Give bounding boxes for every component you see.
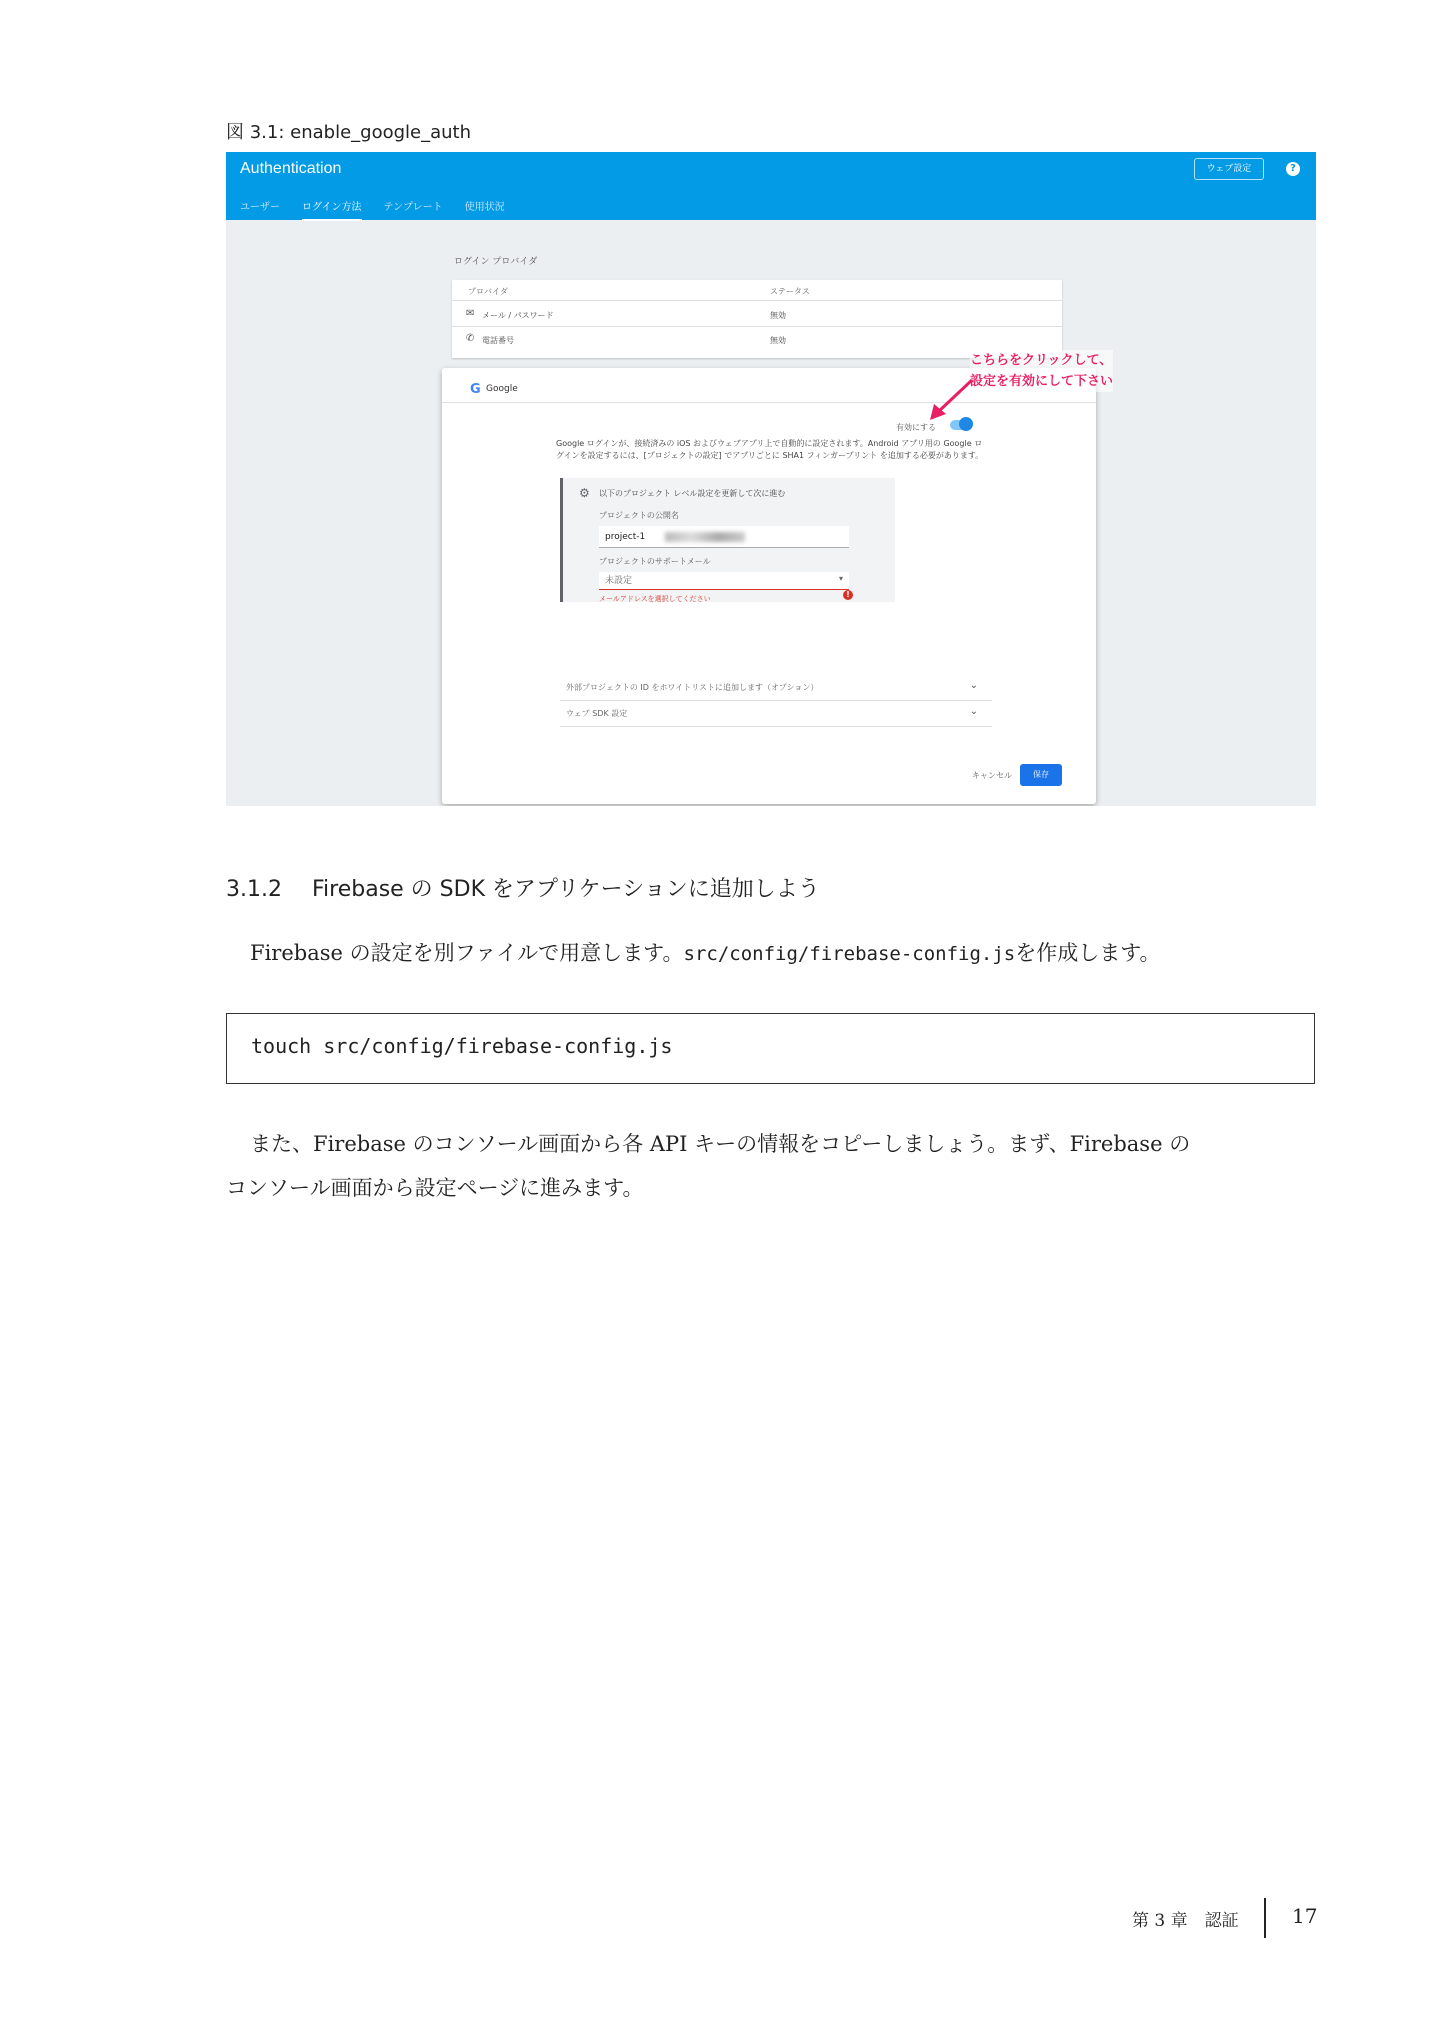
annotation-callout [970, 350, 1113, 392]
annotation-arrow-icon [926, 378, 976, 422]
section-heading [226, 872, 820, 903]
code-block [226, 1013, 1315, 1084]
chevron-down-icon[interactable]: ⌄ [969, 706, 978, 717]
provider-status: 無効 [770, 311, 786, 320]
cancel-button[interactable]: キャンセル [972, 771, 1012, 780]
mail-icon: ✉ [466, 308, 475, 319]
accordion-label: ウェブ SDK 設定 [566, 709, 628, 718]
paragraph [250, 937, 1330, 967]
tab-templates[interactable]: テンプレート [383, 202, 443, 213]
save-button[interactable]: 保存 [1020, 764, 1062, 786]
provider-status: 無効 [770, 336, 786, 345]
blurred-text [665, 532, 745, 542]
support-email-select[interactable]: 未設定 [599, 572, 849, 590]
chevron-down-icon[interactable]: ⌄ [969, 680, 978, 691]
providers-table [452, 280, 1062, 358]
code-text: touch src/config/firebase-config.js [251, 1034, 673, 1058]
tab-bar [240, 198, 505, 221]
providers-title: ログイン プロバイダ [454, 257, 538, 267]
email-error-text: メールアドレスを選択してください [599, 595, 711, 603]
panel-title: 以下のプロジェクト レベル設定を更新して次に進む [599, 489, 786, 498]
app-title: Authentication [240, 160, 342, 177]
support-email-label: プロジェクトのサポートメール [599, 557, 711, 566]
paragraph-line: また、Firebase のコンソール画面から各 API キーの情報をコピーしましょう。まず、Firebase の [250, 1132, 1191, 1156]
section-number: 3.1.2 [226, 877, 282, 902]
tab-sign-in-method[interactable]: ログイン方法 [302, 198, 362, 221]
accordion-whitelist[interactable] [560, 674, 992, 701]
provider-name[interactable]: 電話番号 [482, 336, 514, 345]
tab-users[interactable]: ユーザー [240, 202, 280, 213]
gear-icon: ⚙ [579, 486, 590, 500]
public-name-input[interactable]: project-1 [599, 526, 849, 548]
section-title: Firebase の SDK をアプリケーションに追加しよう [311, 877, 820, 902]
public-name-label: プロジェクトの公開名 [599, 511, 679, 520]
project-settings-panel [560, 478, 895, 602]
paragraph-text: Firebase の設定を別ファイルで用意します。 [250, 941, 684, 965]
web-settings-button[interactable]: ウェブ設定 [1194, 158, 1264, 180]
divider [442, 402, 1096, 403]
inline-code: src/config/firebase-config.js [683, 943, 1016, 965]
chevron-down-icon[interactable]: ▾ [839, 574, 844, 583]
accordion-web-sdk[interactable] [560, 700, 992, 727]
google-provider-dialog [442, 368, 1096, 804]
tab-usage[interactable]: 使用状況 [464, 202, 505, 213]
divider [452, 326, 1062, 327]
column-header-provider: プロバイダ [468, 287, 508, 296]
provider-name: Google [486, 384, 518, 394]
phone-icon: ✆ [466, 333, 475, 344]
dialog-description: Google ログインが、接続済みの iOS およびウェブアプリ上で自動的に設定されます。Android アプリ用の Google ログインを設定するには、[プロジェクトの設定] でアプリごとに SHA1 フィンガープリント を追加する必要があります。 [556, 439, 984, 460]
accordion-label: 外部プロジェクトの ID をホワイトリストに追加します（オプション） [566, 683, 819, 692]
page-number: 17 [1292, 1904, 1318, 1928]
figure-screenshot [226, 152, 1316, 806]
paragraph-text: を作成します。 [1015, 941, 1161, 965]
firebase-header [226, 152, 1316, 220]
annotation-line: 設定を有効にして下さい [970, 374, 1114, 389]
paragraph-line: コンソール画面から設定ページに進みます。 [226, 1176, 644, 1200]
column-header-status: ステータス [770, 287, 810, 296]
annotation-line: こちらをクリックして、 [970, 353, 1113, 368]
google-logo-icon: G [470, 382, 481, 397]
figure-caption: 図 3.1: enable_google_auth [226, 122, 472, 143]
footer-divider [1264, 1898, 1266, 1938]
help-icon[interactable]: ? [1286, 162, 1300, 176]
error-icon: ! [843, 590, 853, 600]
provider-name[interactable]: メール / パスワード [482, 311, 554, 320]
divider [452, 300, 1062, 301]
footer-chapter: 第 3 章 認証 [1132, 1911, 1239, 1931]
enable-label: 有効にする [896, 423, 936, 432]
